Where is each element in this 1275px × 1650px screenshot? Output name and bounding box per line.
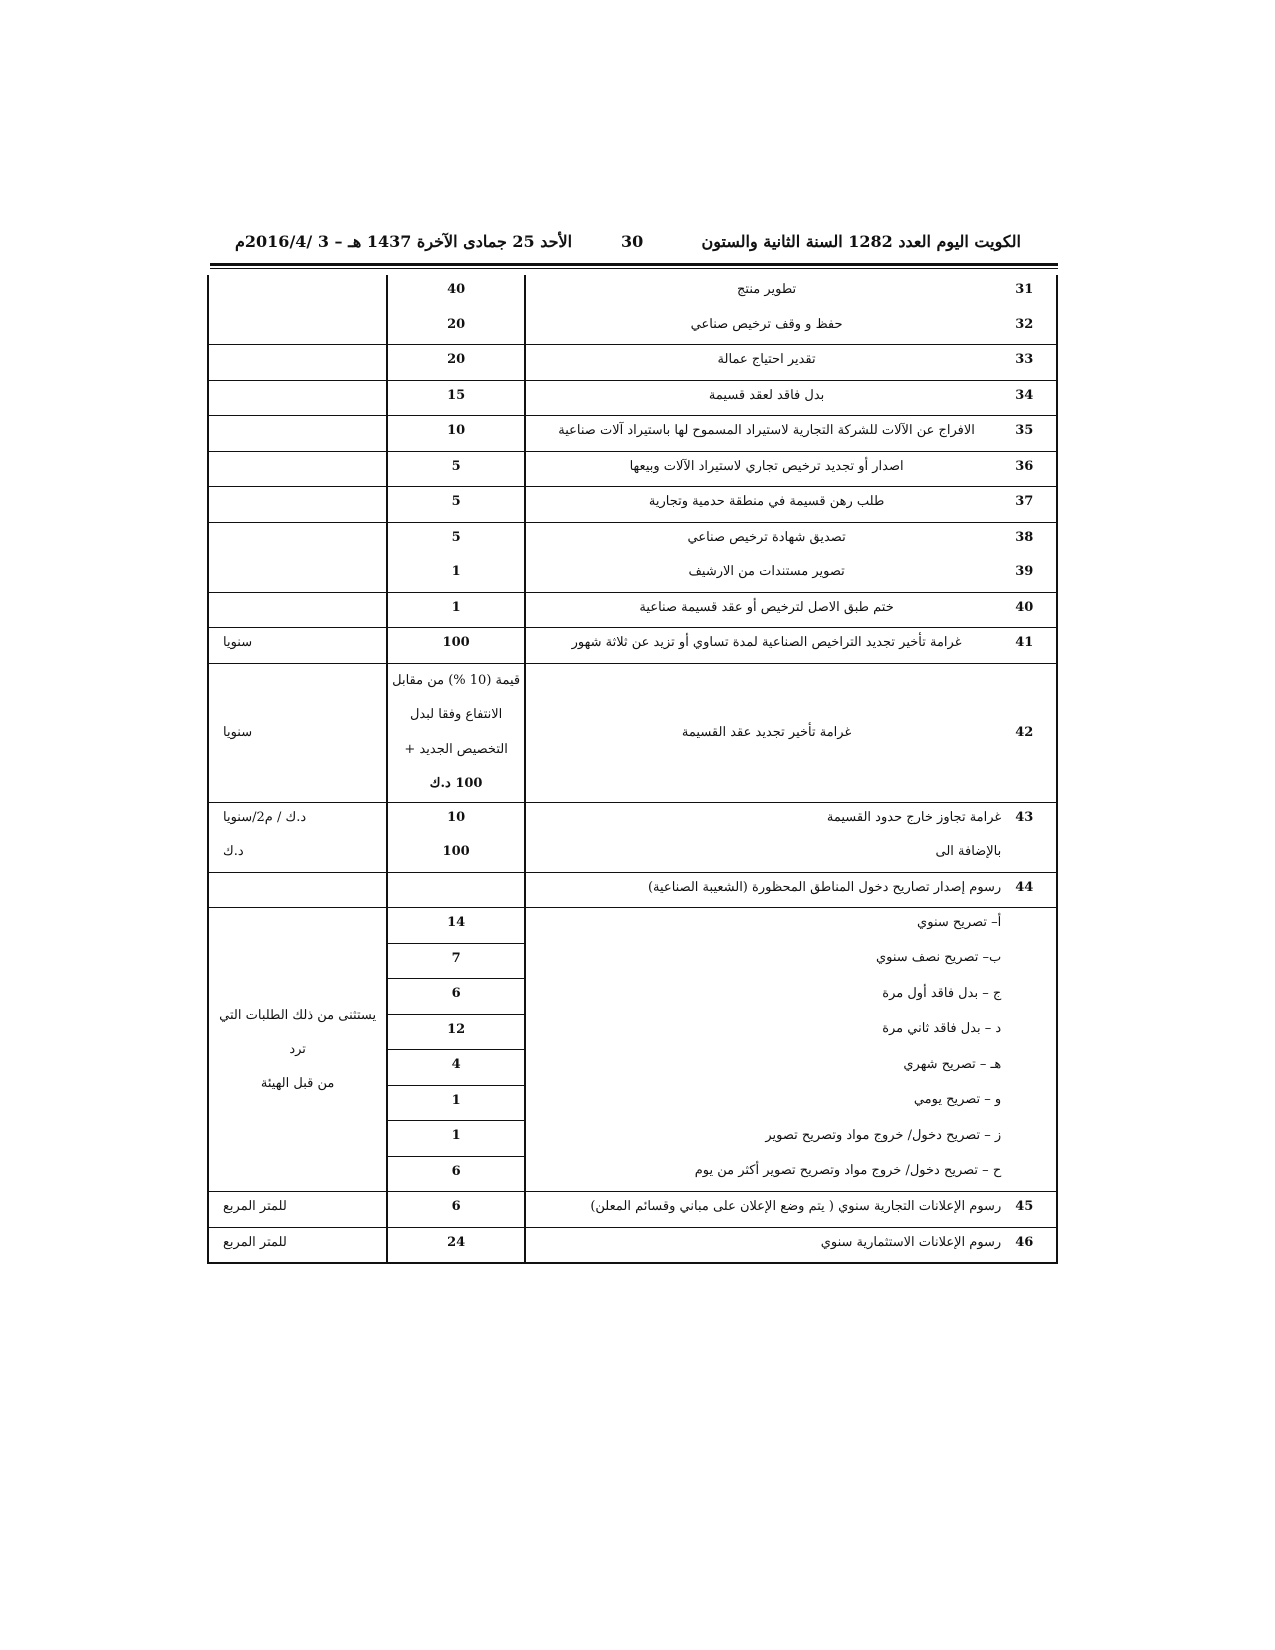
row-value-line: 100 د.ك: [429, 776, 483, 791]
row-description: غرامة تأخير تجديد عقد القسيمة: [681, 725, 852, 740]
row-value: 24: [447, 1234, 466, 1250]
row-value: 6: [451, 1163, 461, 1179]
table-row: [208, 872, 1057, 908]
row-number: 34: [1015, 387, 1034, 403]
header-rule-thick: [210, 263, 1058, 266]
row-description: تصديق شهادة ترخيص صناعي: [687, 529, 846, 545]
fees-table: [207, 275, 1058, 1264]
row-number: [1015, 1121, 1056, 1127]
row-description: رسوم الإعلانات الاستثمارية سنوي: [820, 1234, 1002, 1250]
header-issue: الكويت اليوم العدد 1282 السنة الثانية والستون: [701, 232, 1021, 251]
row-description: طلب رهن قسيمة في منطقة حدمية وتجارية: [648, 494, 885, 509]
row-value: 15: [447, 387, 466, 403]
row-note: [223, 416, 386, 422]
row-value: 4: [451, 1057, 461, 1072]
row-description: تطوير منتج: [737, 282, 797, 297]
row-note: [223, 873, 386, 879]
row-value: 40: [447, 282, 466, 297]
row-description: الافراج عن الآلات للشركة التجارية لاستيراد المسموح لها باستيراد آلات صناعية: [558, 423, 975, 438]
row-description: ج – بدل فاقد أول مرة: [882, 985, 1002, 1001]
row-note: د.ك: [223, 844, 244, 859]
row-number: 43: [1015, 809, 1034, 825]
row-value: 1: [451, 1092, 461, 1108]
table-row: [208, 592, 1057, 628]
table-row: [208, 380, 1057, 416]
row-number: [1015, 1050, 1056, 1056]
row-value: 1: [451, 599, 461, 615]
row-note: [223, 310, 386, 316]
header-date: الأحد 25 جمادى الآخرة 1437 هـ – 3 /2016/4م: [235, 232, 573, 251]
row-value: 100: [442, 635, 470, 650]
row-number: 32: [1015, 316, 1034, 332]
table-row: [208, 310, 1057, 345]
table-row: [208, 1192, 1057, 1228]
row-description: اصدار أو تجديد ترخيص تجاري لاستيراد الآلات وبيعها: [629, 458, 904, 474]
table-row: [208, 837, 1057, 872]
table-row: [208, 663, 1057, 802]
table-row: [208, 557, 1057, 592]
row-number: 42: [1015, 725, 1034, 740]
row-value: 5: [451, 494, 461, 509]
row-number: 38: [1015, 529, 1034, 545]
row-value: 12: [447, 1021, 466, 1037]
row-description: بالإضافة الى: [935, 844, 1002, 859]
row-description: غرامة تجاوز خارج حدود القسيمة: [826, 809, 1002, 825]
row-note: سنويا: [223, 635, 253, 650]
row-value: 5: [451, 458, 461, 474]
row-description: د – بدل فاقد ثاني مرة: [882, 1021, 1002, 1036]
row-value: 20: [447, 316, 466, 332]
row-number: [1015, 1156, 1056, 1162]
row-number: [1015, 1014, 1056, 1020]
row-value: 6: [451, 986, 461, 1001]
row-number: 31: [1015, 282, 1034, 297]
row-note: [223, 557, 386, 563]
row-description: رسوم إصدار تصاريح دخول المناطق المحظورة (الشعيبة الصناعية): [647, 879, 1002, 895]
row-note: [223, 381, 386, 387]
row-note: سنويا: [223, 725, 253, 740]
table-row: [208, 275, 1057, 310]
row-number: 40: [1015, 599, 1034, 615]
row-number: 45: [1015, 1199, 1034, 1214]
row-value: 10: [447, 423, 466, 438]
row-number: 36: [1015, 458, 1034, 474]
row-value: 7: [451, 950, 461, 966]
row-description: تقدير احتياج عمالة: [717, 352, 816, 367]
permit-exception-note-line2: من قبل الهيئة: [260, 1075, 335, 1091]
table-row: [208, 487, 1057, 523]
table-row: [208, 451, 1057, 487]
row-description: ختم طبق الاصل لترخيص أو عقد قسيمة صناعية: [639, 599, 894, 615]
row-value-line: قيمة (10 %) من مقابل: [392, 672, 521, 688]
table-row: [208, 416, 1057, 452]
row-number: [1015, 943, 1056, 949]
row-note: للمتر المربع: [223, 1234, 287, 1250]
row-description: و – تصريح يومي: [913, 1092, 1002, 1107]
row-number: 35: [1015, 423, 1034, 438]
row-value: 10: [447, 809, 466, 825]
row-number: [1015, 1085, 1056, 1091]
row-description: أ– تصريح سنوي: [917, 915, 1002, 930]
row-note: [223, 275, 386, 281]
table-row: [208, 522, 1057, 557]
row-note: [223, 593, 386, 599]
row-number: 44: [1015, 879, 1034, 895]
row-description: هـ – تصريح شهري: [903, 1056, 1002, 1072]
row-value: 5: [451, 529, 461, 545]
row-number: 41: [1015, 635, 1034, 650]
row-value: 6: [451, 1199, 461, 1214]
row-value-line: الانتفاع وفقا لبدل: [409, 707, 503, 722]
table-row: [208, 345, 1057, 381]
row-description: حفظ و وقف ترخيص صناعي: [690, 316, 843, 332]
row-note: [223, 452, 386, 458]
row-number: [1015, 979, 1056, 985]
row-description: ح – تصريح دخول/ خروج مواد وتصريح تصوير أكثر من يوم: [694, 1163, 1002, 1178]
row-description: غرامة تأخير تجديد التراخيص الصناعية لمدة تساوي أو تزيد عن ثلاثة شهور: [571, 635, 962, 650]
row-note: [223, 523, 386, 529]
page-header: [207, 232, 1055, 260]
table-row: [208, 908, 1057, 944]
row-number: 39: [1015, 564, 1034, 579]
row-value: 1: [451, 564, 461, 579]
row-number: 37: [1015, 494, 1034, 509]
row-value-line: التخصيص الجديد +: [404, 741, 508, 757]
row-number: [1015, 908, 1056, 914]
row-value: 20: [447, 352, 466, 367]
row-note: للمتر المربع: [223, 1199, 287, 1214]
row-description: ز – تصريح دخول/ خروج مواد وتصريح تصوير: [765, 1127, 1002, 1143]
table-row: [208, 802, 1057, 837]
row-value: [388, 873, 524, 879]
row-note: د.ك / م2/سنويا: [223, 809, 307, 825]
row-description: ب– تصريح نصف سنوي: [875, 950, 1002, 965]
row-value: 100: [442, 844, 470, 859]
row-description: تصوير مستندات من الارشيف: [688, 564, 845, 579]
table-row: [208, 628, 1057, 664]
row-number: [1015, 837, 1056, 843]
row-value: 1: [451, 1128, 461, 1143]
row-description: بدل فاقد لعقد قسيمة: [708, 387, 825, 403]
row-description: رسوم الإعلانات التجارية سنوي ( يتم وضع الإعلان على مباني وقسائم المعلن): [590, 1199, 1002, 1214]
row-value: 14: [447, 915, 466, 930]
row-note: [223, 345, 386, 351]
permit-exception-note-line1: يستثنى من ذلك الطلبات التي ترد: [219, 1007, 377, 1057]
table-row: [208, 1227, 1057, 1263]
header-rule-thin: [210, 268, 1058, 269]
row-number: 33: [1015, 352, 1034, 367]
page-number: 30: [621, 232, 644, 251]
row-note: [223, 487, 386, 493]
row-number: 46: [1015, 1234, 1034, 1250]
